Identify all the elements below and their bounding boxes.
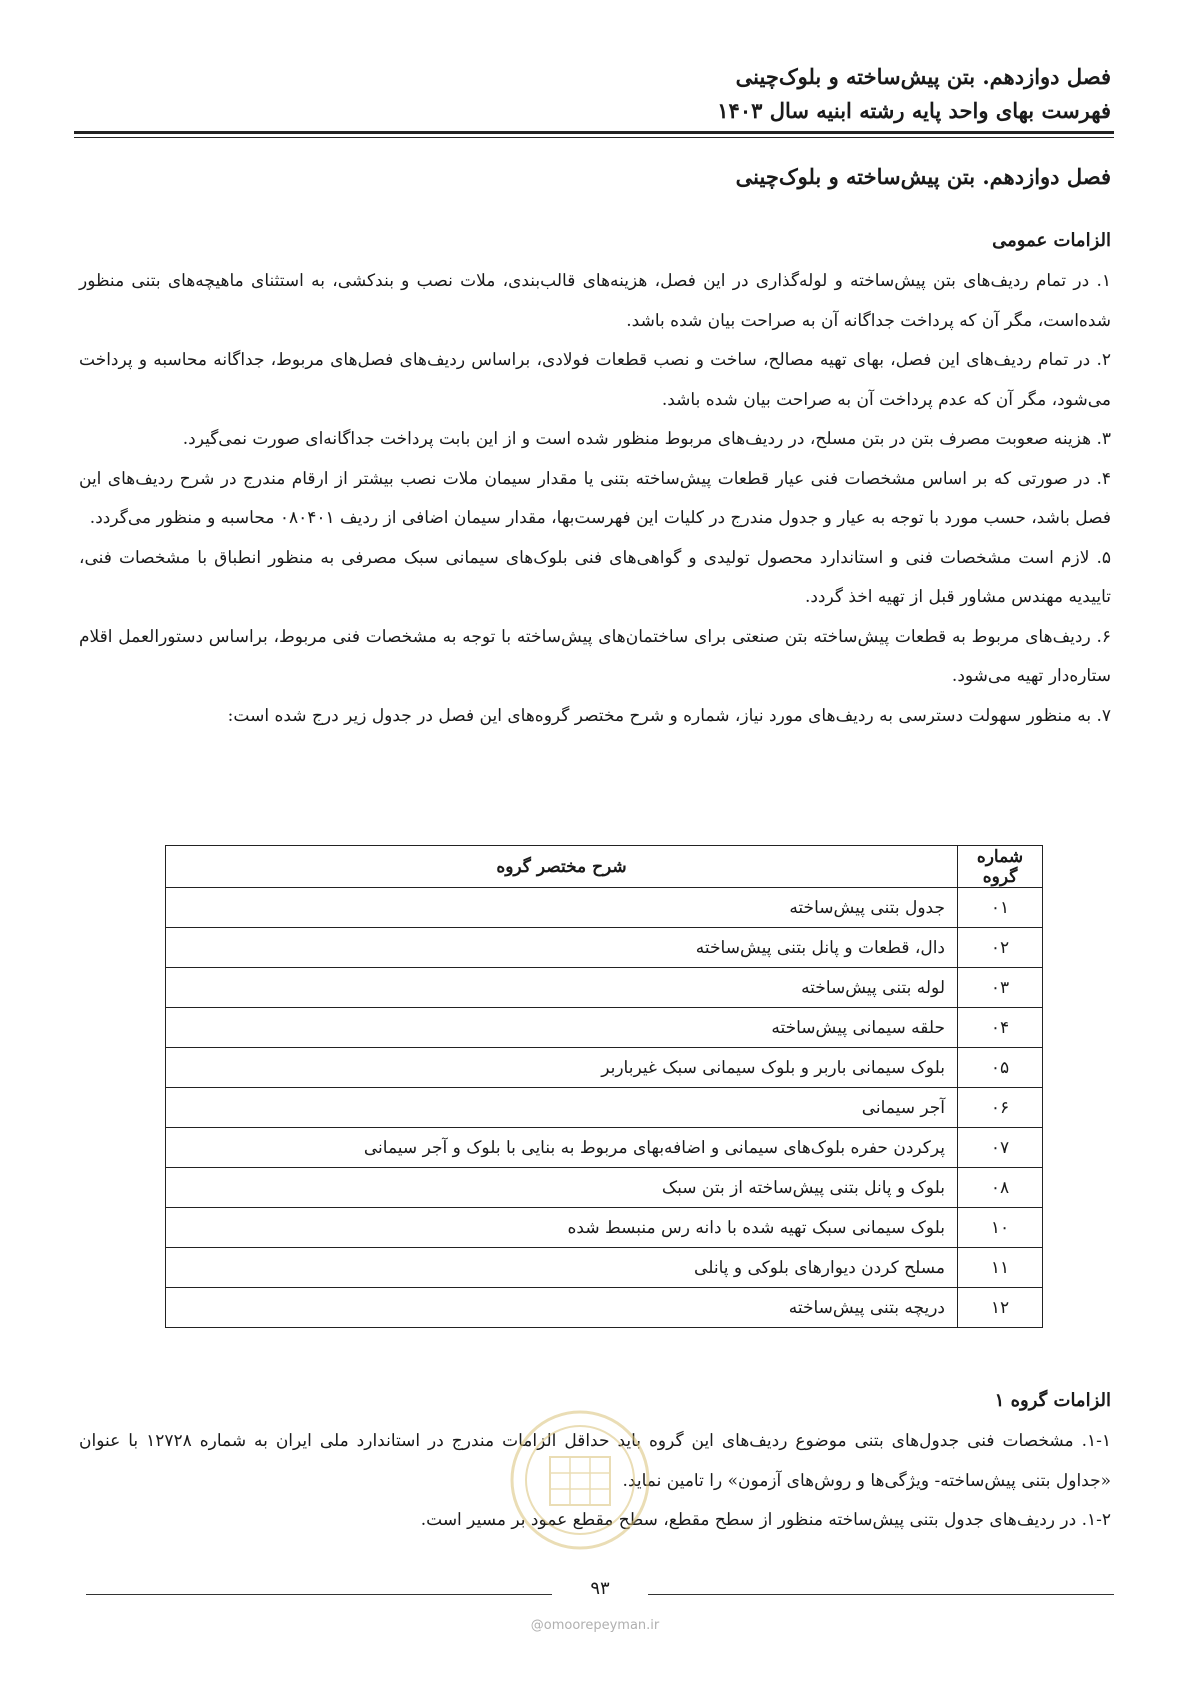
table-row [166,1248,1043,1288]
group-description: بلوک سیمانی باربر و بلوک سیمانی سبک غیرباربر [166,1048,958,1088]
table-row [166,1128,1043,1168]
general-requirements-heading: الزامات عمومی [992,230,1111,251]
table-row [166,1208,1043,1248]
general-paragraph-6: ۶. ردیف‌های مربوط به قطعات پیش‌ساخته بتن صنعتی برای ساختمان‌های پیش‌ساخته با توجه به مشخصات فنی مربوط، براساس دستورالعمل اقلام ستاره‌دار تهیه می‌شود. [79,626,1111,686]
group-description: جدول بتنی پیش‌ساخته [166,888,958,928]
general-paragraph-3: ۳. هزینه صعوبت مصرف بتن در بتن مسلح، در ردیف‌های مربوط منظور شده است و از این بابت پرداخت جداگانه‌ای صورت نمی‌گیرد. [182,429,1111,449]
chapter-title: فصل دوازدهم. بتن پیش‌ساخته و بلوک‌چینی [735,164,1111,189]
running-header [81,60,1111,128]
group-number: ۰۴ [958,1008,1043,1048]
group-description: حلقه سیمانی پیش‌ساخته [166,1008,958,1048]
group-number: ۱۲ [958,1288,1043,1328]
group-table-header-row [166,846,1043,888]
general-paragraph-2: ۲. در تمام ردیف‌های این فصل، بهای تهیه مصالح، ساخت و نصب قطعات فولادی، براساس ردیف‌های فصل‌های مربوط، جداگانه محاسبه و پرداخت می‌شود، مگر آن که عدم پرداخت آن به صراحت بیان شده باشد. [79,350,1111,410]
publisher-seal-watermark [505,1395,655,1565]
group-number: ۰۷ [958,1128,1043,1168]
table-row [166,928,1043,968]
header-chapter-line: فصل دوازدهم. بتن پیش‌ساخته و بلوک‌چینی [735,64,1111,89]
page-number: ۹۳ [590,1578,610,1599]
group-number: ۰۶ [958,1088,1043,1128]
group-number: ۱۱ [958,1248,1043,1288]
group-number: ۰۳ [958,968,1043,1008]
table-row [166,888,1043,928]
header-rule-thin [74,137,1114,138]
header-price-list-line: فهرست بهای واحد پایه رشته ابنیه سال ۱۴۰۳ [717,98,1111,123]
table-row [166,1008,1043,1048]
group-number: ۰۱ [958,888,1043,928]
group-table [165,845,1043,1328]
group-number: ۱۰ [958,1208,1043,1248]
general-paragraph-1: ۱. در تمام ردیف‌های بتن پیش‌ساخته و لوله‌گذاری در این فصل، هزینه‌های قالب‌بندی، ملات نصب و بندکشی، به استثنای ماهیچه‌های بتنی منظور شده‌است، مگر آن که پرداخت جداگانه آن به صراحت بیان شده باشد. [79,271,1111,331]
group-number: ۰۸ [958,1168,1043,1208]
group-description: دال، قطعات و پانل بتنی پیش‌ساخته [166,928,958,968]
table-row [166,1288,1043,1328]
table-row [166,1088,1043,1128]
group-description: بلوک سیمانی سبک تهیه شده با دانه رس منبسط شده [166,1208,958,1248]
general-paragraph-4: ۴. در صورتی که بر اساس مشخصات فنی عیار قطعات پیش‌ساخته بتنی یا مقدار سیمان ملات نصب بیشتر از ارقام مندرج در شرح ردیف‌های این فصل باشد، حسب مورد با توجه به عیار و جدول مندرج در کلیات این فهرست‌بها، مقدار سیمان اضافی از ردیف ۰۸۰۴۰۱ محاسبه و منظور می‌گردد. [79,468,1111,528]
column-header-group-number: شماره گروه [958,846,1043,888]
group-number: ۰۵ [958,1048,1043,1088]
table-row [166,968,1043,1008]
group1-requirements-heading: الزامات گروه ۱ [994,1390,1111,1411]
group1-paragraph-1: ۱-۱. مشخصات فنی جدول‌های بتنی موضوع ردیف‌های این گروه باید حداقل الزامات مندرج در استاندارد ملی ایران به شماره ۱۲۷۲۸ با عنوان «جداول بتنی پیش‌ساخته- ویژگی‌ها و روش‌های آزمون» را تامین نماید. [79,1431,1112,1491]
general-requirements-body [79,262,1111,736]
group-number: ۰۲ [958,928,1043,968]
group-description: بلوک و پانل بتنی پیش‌ساخته از بتن سبک [166,1168,958,1208]
group-description: دریچه بتنی پیش‌ساخته [166,1288,958,1328]
group-description: مسلح کردن دیوارهای بلوکی و پانلی [166,1248,958,1288]
general-paragraph-5: ۵. لازم است مشخصات فنی و استاندارد محصول تولیدی و گواهی‌های فنی بلوک‌های سیمانی سبک مصرفی به منظور انطباق با مشخصات فنی، تاییدیه مهندس مشاور قبل از تهیه اخذ گردد. [79,547,1111,607]
header-rule-thick [74,131,1114,134]
site-watermark-text: @omoorepeyman.ir [530,1618,660,1633]
group-description: آجر سیمانی [166,1088,958,1128]
footer-rule-right [648,1594,1114,1595]
group-description: پرکردن حفره بلوک‌های سیمانی و اضافه‌بهای مربوط به بنایی با بلوک و آجر سیمانی [166,1128,958,1168]
general-paragraph-7: ۷. به منظور سهولت دسترسی به ردیف‌های مورد نیاز، شماره و شرح مختصر گروه‌های این فصل در جدول زیر درج شده است: [227,705,1111,726]
column-header-group-description: شرح مختصر گروه [166,846,958,888]
footer-rule-left [86,1594,552,1595]
group-description: لوله بتنی پیش‌ساخته [166,968,958,1008]
group1-paragraph-2: ۱-۲. در ردیف‌های جدول بتنی پیش‌ساخته منظور از سطح مقطع، سطح مقطع عمود بر مسیر است. [420,1510,1111,1530]
table-row [166,1048,1043,1088]
table-row [166,1168,1043,1208]
